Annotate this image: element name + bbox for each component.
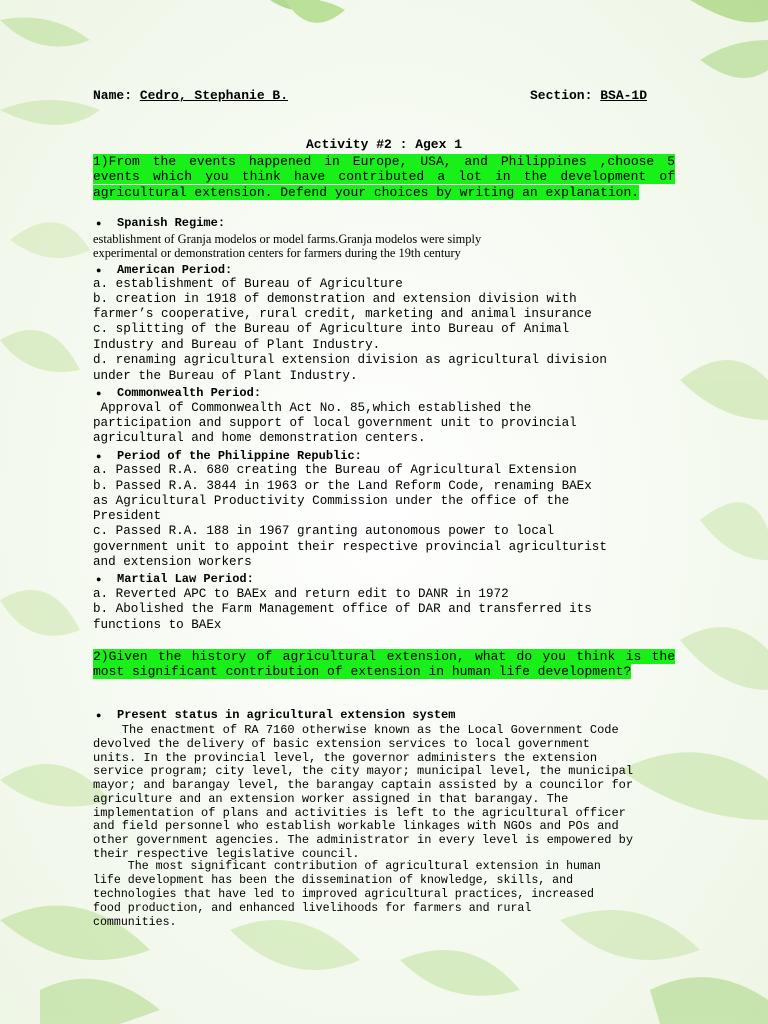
- section-title-present-status: ● Present status in agricultural extension system: [117, 708, 455, 723]
- paragraph-line: their respective legislative council.: [93, 847, 360, 861]
- section-line: experimental or demonstration centers for farmers during the 19th century: [93, 246, 461, 260]
- activity-title: Activity #2 : Agex 1: [305, 137, 463, 152]
- section-line: a. Reverted APC to BAEx and return edit to DANR in 1972: [93, 587, 509, 601]
- section-line: a. establishment of Bureau of Agriculture: [93, 277, 403, 291]
- name-label: Name:: [93, 88, 140, 103]
- paragraph-line: food production, and enhanced livelihoods for farmers and rural: [93, 902, 532, 915]
- question-2-text: 2)Given the history of agricultural extension, what do you think is the most significant contribution of extension in human life development?: [93, 649, 675, 680]
- section-title-spanish: ● Spanish Regime:: [117, 216, 225, 231]
- section-line: farmer’s cooperative, rural credit, marketing and animal insurance: [93, 307, 592, 321]
- paragraph-line: mayor; and barangay level, the barangay captain assisted by a councilor for: [93, 778, 634, 792]
- section-line: Industry and Bureau of Plant Industry.: [93, 338, 381, 352]
- section-line: c. Passed R.A. 188 in 1967 granting autonomous power to local: [93, 524, 555, 538]
- paragraph-line: service program; city level, the city mayor; municipal level, the municipal: [93, 764, 634, 778]
- section-line: b. Passed R.A. 3844 in 1963 or the Land Reform Code, renaming BAEx: [93, 479, 592, 493]
- section-line: functions to BAEx: [93, 618, 222, 632]
- section-line: under the Bureau of Plant Industry.: [93, 369, 358, 383]
- section-line: as Agricultural Productivity Commission under the office of the: [93, 494, 570, 508]
- paragraph-line: devolved the delivery of basic extension services to local government: [93, 737, 590, 751]
- question-1: [93, 154, 675, 200]
- paragraph-line: The enactment of RA 7160 otherwise known as the Local Government Code: [93, 723, 619, 737]
- section-label: Section:: [530, 88, 601, 103]
- section-line: b. Abolished the Farm Management office of DAR and transferred its: [93, 602, 592, 616]
- section-line: establishment of Granja modelos or model farms.Granja modelos were simply: [93, 232, 482, 246]
- section-title-commonwealth: ● Commonwealth Period:: [117, 386, 261, 401]
- paragraph-line: communities.: [93, 916, 177, 929]
- paragraph-line: units. In the provincial level, the governor administers the extension: [93, 751, 598, 765]
- section-title-martial-law: ● Martial Law Period:: [117, 572, 254, 587]
- section-line: a. Passed R.A. 680 creating the Bureau of Agricultural Extension: [93, 463, 577, 477]
- name-value: Cedro, Stephanie B.: [139, 88, 289, 103]
- paragraph-line: life development has been the dissemination of knowledge, skills, and: [93, 874, 574, 887]
- section-line: agricultural and home demonstration centers.: [93, 431, 426, 445]
- paragraph-line: agriculture and an extension worker assigned in that barangay. The: [93, 792, 569, 806]
- section-line: b. creation in 1918 of demonstration and extension division with: [93, 292, 577, 306]
- question-1-text: 1)From the events happened in Europe, USA, and Philippines ,choose 5 events which you think have contributed a lot in the development of agricultural extension. Defend your choices by writing an explanation.: [93, 154, 675, 200]
- paragraph-line: implementation of plans and activities is left to the agricultural officer: [93, 806, 626, 820]
- section-line: President: [93, 509, 162, 523]
- paragraph-line: and field personnel who establish workable linkages with NGOs and POs and: [93, 819, 619, 833]
- section-title-republic: ● Period of the Philippine Republic:: [117, 449, 362, 464]
- section-line: participation and support of local government unit to provincial: [93, 416, 577, 430]
- section-line: and extension workers: [93, 555, 252, 569]
- section-line: Approval of Commonwealth Act No. 85,which established the: [93, 401, 532, 415]
- section-line: c. splitting of the Bureau of Agriculture into Bureau of Animal: [93, 322, 570, 336]
- header-row: [93, 88, 675, 104]
- paragraph-line: The most significant contribution of agricultural extension in human: [93, 860, 601, 873]
- section-value: BSA-1D: [600, 88, 648, 103]
- section-title-american: ● American Period:: [117, 263, 232, 278]
- section-field: [530, 88, 647, 103]
- name-field: [93, 88, 288, 103]
- question-2: [93, 649, 675, 680]
- section-line: government unit to appoint their respective provincial agriculturist: [93, 540, 607, 554]
- paragraph-line: other government agencies. The administrator in every level is empowered by: [93, 833, 634, 847]
- paragraph-line: technologies that have led to improved agricultural practices, increased: [93, 888, 594, 901]
- section-line: d. renaming agricultural extension division as agricultural division: [93, 353, 607, 367]
